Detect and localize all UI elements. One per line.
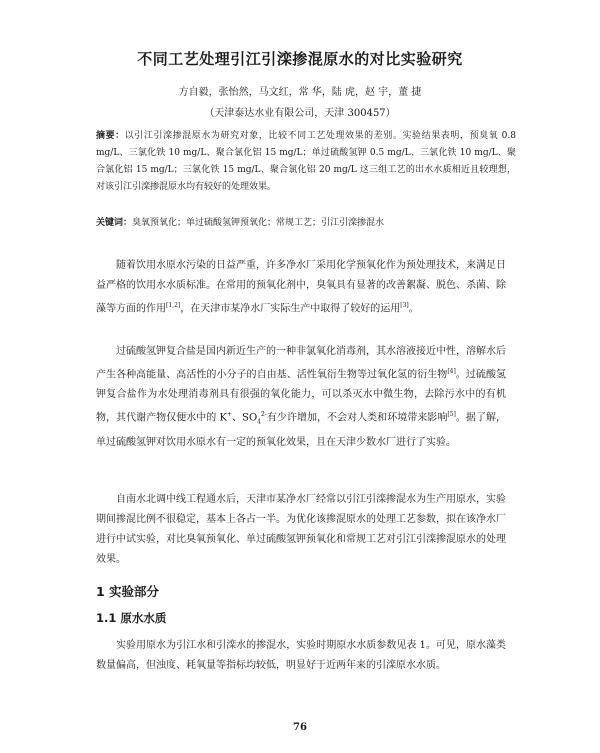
intro-p1-end: 。 xyxy=(408,303,419,315)
keywords-text: 臭氧预氧化；单过硫酸氢钾预氧化；常规工艺；引江引滦掺混水 xyxy=(132,218,385,228)
abstract-text: 以引江引滦掺混原水为研究对象，比较不同工艺处理效果的差别。实验结果表明，预臭氧 0.8 mg/L、三氯化铁 10 mg/L、聚合氯化铝 15 mg/L；单过硫酸氢钾 0.5 mg/L、三氯化铁 10 mg/L、聚合氯化铝 15 mg/L；三氯化铁 15 mg/L、聚合氯化铝 20 mg/L 这三组工艺的出水水质相近且较理想，对该引江引滦掺混原水均有较好的处理效果。 xyxy=(96,131,516,192)
ion-charge: 2- xyxy=(260,411,267,419)
abstract-label: 摘要： xyxy=(96,131,125,141)
section-heading-1-1: 1.1 原水水质 xyxy=(96,611,167,625)
intro-paragraph-1 xyxy=(96,256,506,319)
keywords xyxy=(96,215,516,228)
section-heading-1: 1 实验部分 xyxy=(96,584,160,599)
intro-p2-text: 、SO xyxy=(232,412,258,424)
abstract xyxy=(96,128,516,196)
intro-p1-text: 随着饮用水原水污染的日益严重，许多净水厂采用化学预氧化作为预处理技术，来满足日益严格的饮用水水质标准。在常用的预氧化剂中，臭氧具有显著的改善絮凝、脱色、杀菌、除藻等方面的作用 xyxy=(96,260,506,315)
citation: [5] xyxy=(447,411,456,419)
paper-title: 不同工艺处理引江引滦掺混原水的对比实验研究 xyxy=(137,50,463,68)
ion-subscript: 4 xyxy=(257,418,261,426)
ion-charge: + xyxy=(227,411,233,419)
intro-p2-text: 过硫酸氢钾复合盐是国内新近生产的一种非氯氧化消毒剂，其水溶液接近中性，溶解水后产生各种高能量、高活性的小分子的自由基、活性氧衍生物等过氧化氢的衍生物 xyxy=(96,346,506,381)
section-1-1-paragraph: 实验用原水为引江水和引滦水的掺混水，实验时期原水水质参数见表 1。可见，原水藻类数量偏高，但浊度、耗氧量等指标均较低，明显好于近两年来的引滦原水水质。 xyxy=(96,640,506,671)
keywords-label: 关键词： xyxy=(96,218,133,228)
citation: [4] xyxy=(447,368,456,375)
affiliation: （天津泰达水业有限公司，天津 300457） xyxy=(204,108,396,119)
intro-p1-tail: ，在天津市某净水厂实际生产中取得了较好的运用 xyxy=(180,303,401,315)
citation: [1,2] xyxy=(166,302,181,309)
citation: [3] xyxy=(400,302,409,309)
intro-paragraph-3: 自南水北调中线工程通水后，天津市某净水厂经常以引江引滦掺混水为生产用原水，实验期间掺混比例不很稳定，基本上各占一半。为优化该掺混原水的处理工艺参数，拟在该净水厂进行中试实验，对比臭氧预氧化、单过硫酸氢钾预氧化和常规工艺对引江引滦掺混原水的处理效果。 xyxy=(96,494,506,565)
author-list: 方自毅，张怡然，马文红，常 华，陆 虎，赵 宇，董 捷 xyxy=(178,87,422,98)
intro-paragraph-2 xyxy=(96,342,506,453)
page-number: 76 xyxy=(293,722,307,733)
intro-p2-text: 。据了解，单过硫酸氢钾对饮用水原水有一定的预氧化效果，且在天津少数水厂进行了实验。 xyxy=(96,412,507,448)
intro-p2-text: 。过硫酸氢钾复合盐作为水处理消毒剂具有很强的氧化能力，可以杀灭水中微生物，去除污水中的有机物，其代谢产物仅便水中的 K xyxy=(96,369,507,424)
intro-p2-text: 有少许增加，不会对人类和环境带来影响 xyxy=(266,412,448,424)
